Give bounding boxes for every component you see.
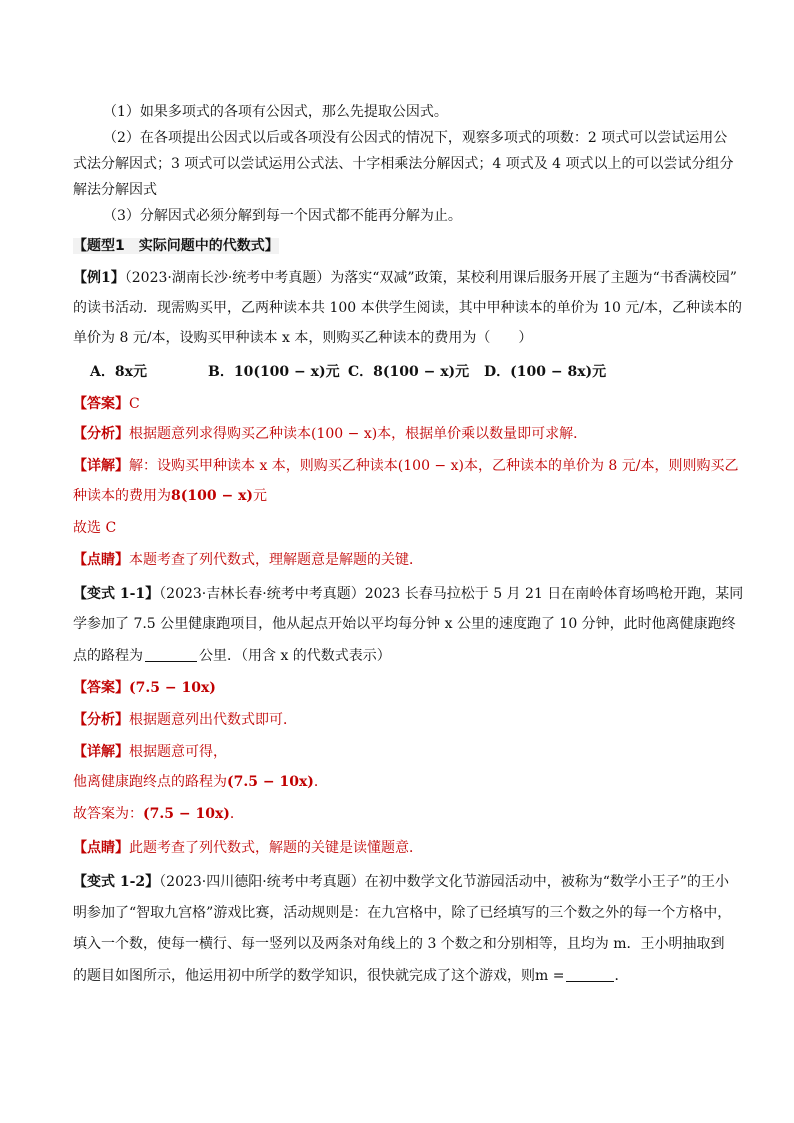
v11-comment-text: 此题考查了列代数式，解题的关键是读懂题意． [129, 840, 423, 856]
note-2-line-3: 解法分解因式 [73, 182, 157, 198]
variant12-line-4 [73, 966, 733, 986]
variant11-comment [73, 838, 733, 858]
option-d: D．(100 − 8x)元 [484, 364, 607, 380]
v11-analysis-text: 根据题意列出代数式即可． [129, 712, 297, 728]
analysis-text: 根据题意列求得购买乙种读本(100 − x)本，根据单价乘以数量即可求解． [129, 426, 588, 442]
detail-tag: 【详解】 [73, 458, 129, 474]
example1-detail-1 [73, 456, 739, 476]
variant11-analysis [73, 710, 733, 730]
variant12-text-4b: ． [614, 968, 629, 984]
note-1: （1）如果多项式的各项有公因式，那么先提取公因式。 [103, 104, 448, 120]
variant11-final [73, 804, 733, 824]
answer-tag: 【答案】 [73, 396, 129, 412]
v11-detail-text: 根据题意可得， [129, 744, 227, 760]
v11-detail-tag: 【详解】 [73, 744, 129, 760]
detail-text-2: 种读本的费用为 [73, 488, 171, 504]
variant11-tag: 【变式 1-1】 [73, 586, 160, 602]
variant12-line-1 [73, 872, 733, 892]
answer-blank [145, 647, 197, 662]
section-title [73, 236, 279, 256]
v11-answer-tag: 【答案】 [73, 680, 129, 696]
v11-detail2-math: (7.5 − 10x) [227, 774, 314, 790]
v11-final-suffix: ． [229, 806, 244, 822]
variant11-line-1 [73, 584, 744, 604]
variant12-line-2: 明参加了“智取九宫格”游戏比赛，活动规则是：在九宫格中，除了已经填写的三个数之外的每一个方格中， [73, 905, 732, 921]
example1-analysis [73, 424, 733, 444]
note-2-line-1: （2）在各项提出公因式以后或各项没有公因式的情况下，观察多项式的项数：2 项式可以尝试运用公 [103, 130, 728, 146]
detail-text-1: 解：设购买甲种读本 x 本，则购买乙种读本(100 − x)本，乙种读本的单价为 8 元/本，则则购买乙 [129, 458, 739, 474]
variant11-detail [73, 742, 733, 762]
comment-text: 本题考查了列代数式，理解题意是解题的关键． [129, 552, 423, 568]
example1-choose: 故选 C [73, 520, 117, 536]
v11-analysis-tag: 【分析】 [73, 712, 129, 728]
answer-value: C [129, 396, 140, 412]
detail-math: 8(100 − x) [171, 488, 254, 504]
variant11-text-1: （2023·吉林长春·统考中考真题）2023 长春马拉松于 5 月 21 日在南岭体育场鸣枪开跑，某同 [159, 586, 744, 602]
section-title-text: 【题型1 实际问题中的代数式】 [73, 238, 279, 254]
option-a: A．8x元 [90, 364, 147, 380]
variant11-text-3b: 公里．（用含 x 的代数式表示） [199, 648, 391, 664]
variant12-line-3: 填入一个数，使每一横行、每一竖列以及两条对角线上的 3 个数之和分别相等，且均为 m．王小明抽取到 [73, 936, 725, 952]
variant11-answer [73, 678, 733, 698]
detail-text-2-suffix: 元 [253, 488, 268, 504]
v11-detail2-suffix: ． [313, 774, 328, 790]
v11-answer-value: (7.5 − 10x) [129, 680, 216, 696]
comment-tag: 【点睛】 [73, 552, 129, 568]
option-c: C．8(100 − x)元 [348, 364, 470, 380]
variant11-line-2: 学参加了 7.5 公里健康跑项目，他从起点开始以平均每分钟 x 公里的速度跑了 10 分钟，此时他离健康跑终 [73, 616, 736, 632]
m-answer-blank [566, 967, 614, 982]
example1-detail-2 [73, 486, 733, 506]
variant11-text-3a: 点的路程为 [73, 648, 143, 664]
option-b: B．10(100 − x)元 [208, 364, 340, 380]
example1-answer [73, 394, 733, 414]
variant12-tag: 【变式 1-2】 [73, 874, 160, 890]
example1-line-1 [73, 268, 737, 288]
variant11-line-3 [73, 646, 733, 666]
example1-tag: 【例1】 [73, 270, 125, 286]
v11-detail2-text: 他离健康跑终点的路程为 [73, 774, 227, 790]
analysis-tag: 【分析】 [73, 426, 129, 442]
v11-comment-tag: 【点睛】 [73, 840, 129, 856]
example1-line-3: 单价为 8 元/本，设购买甲种读本 x 本，则购买乙种读本的费用为（ ） [73, 330, 533, 346]
v11-final-math: (7.5 − 10x) [143, 806, 230, 822]
variant11-detail-2 [73, 772, 733, 792]
example1-comment [73, 550, 733, 570]
variant12-text-4a: 的题目如图所示，他运用初中所学的数学知识，很快就完成了这个游戏，则m = [73, 968, 565, 984]
note-3: （3）分解因式必须分解到每一个因式都不能再分解为止。 [103, 208, 462, 224]
example1-text-1: （2023·湖南长沙·统考中考真题）为落实“双减”政策，某校利用课后服务开展了主题为“书香满校园” [124, 270, 737, 286]
v11-final-text: 故答案为： [73, 806, 143, 822]
note-2-line-2: 式法分解因式；3 项式可以尝试运用公式法、十字相乘法分解因式；4 项式及 4 项式以上的可以尝试分组分 [73, 156, 734, 172]
example1-line-2: 的读书活动．现需购买甲，乙两种读本共 100 本供学生阅读，其中甲种读本的单价为 10 元/本，乙种读本的 [73, 300, 743, 316]
variant12-text-1: （2023·四川德阳·统考中考真题）在初中数学文化节游园活动中，被称为“数学小王子”的王小 [159, 874, 730, 890]
